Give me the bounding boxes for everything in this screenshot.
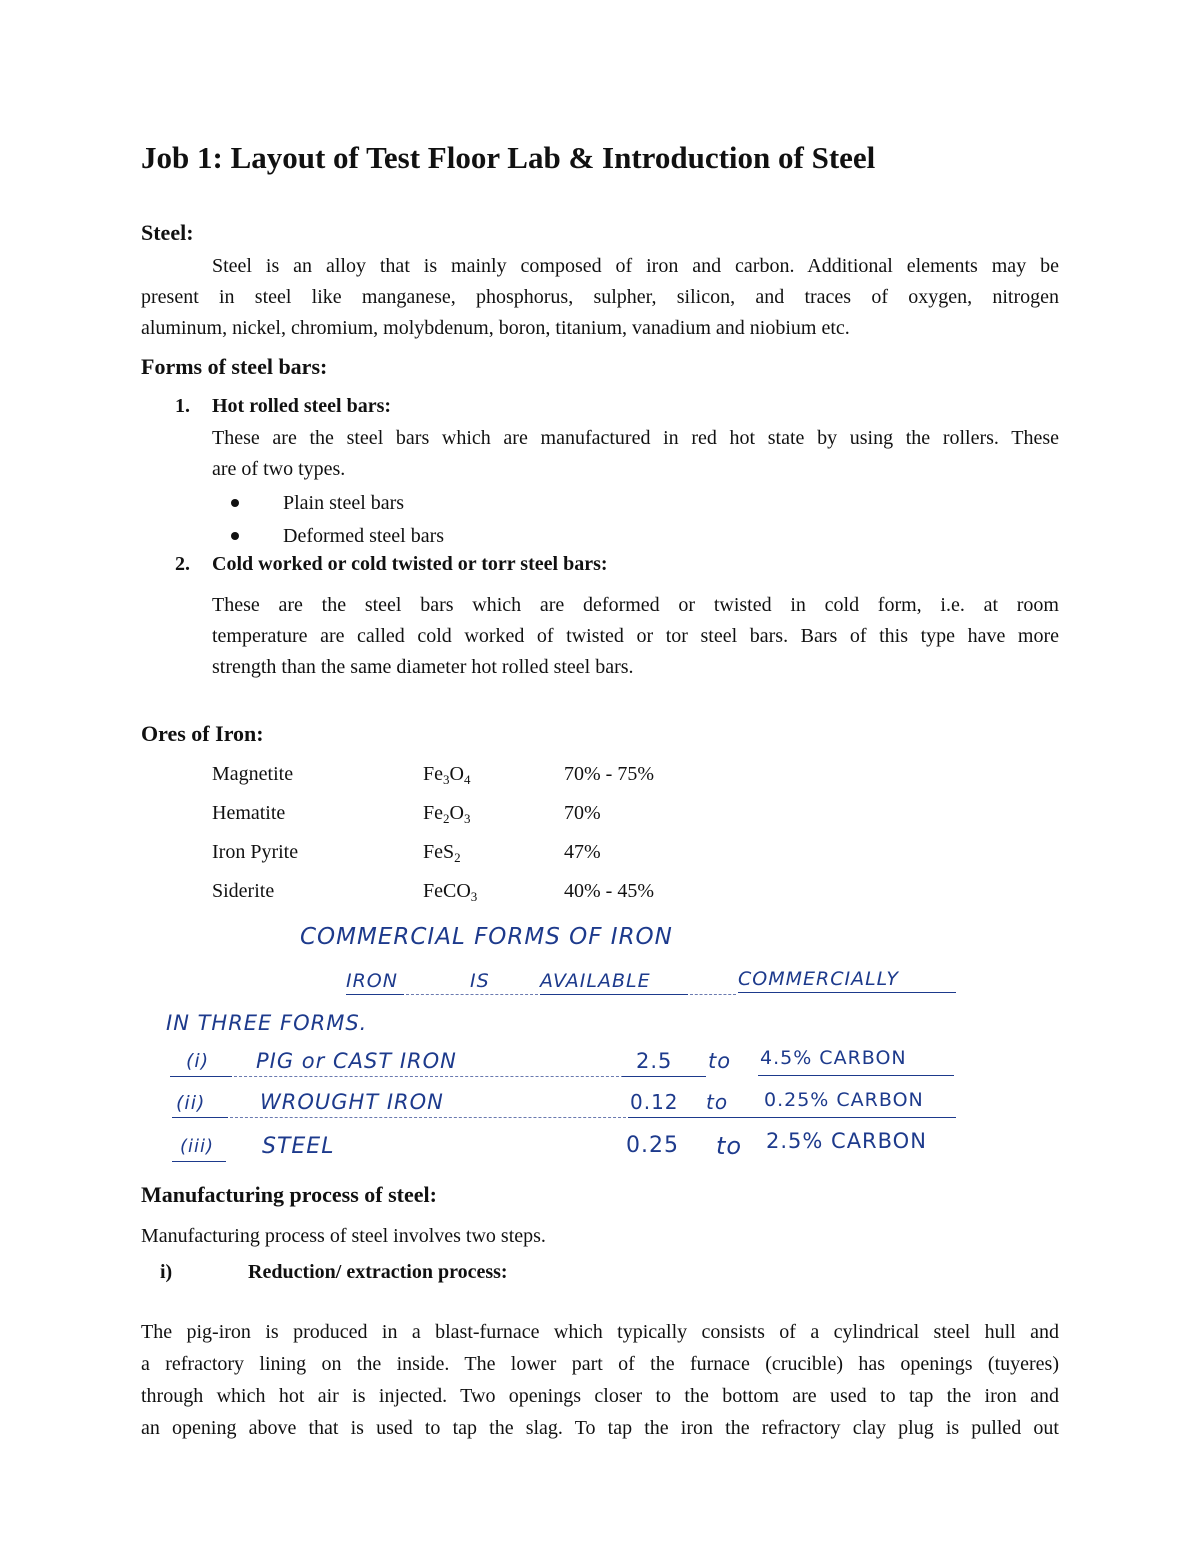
handwritten-word: COMMERCIALLY — [738, 968, 900, 990]
steel-paragraph — [141, 251, 1059, 344]
ore-name: Magnetite — [212, 763, 294, 785]
handwritten-to: 0.25% CARBON — [764, 1089, 924, 1111]
handwritten-underline — [170, 1076, 232, 1077]
handwritten-to: 2.5% CARBON — [766, 1129, 927, 1153]
manufacturing-intro: Manufacturing process of steel involves two steps. — [141, 1225, 546, 1247]
step-number: i) — [160, 1261, 173, 1283]
paragraph-line: a refractory lining on the inside. The lower part of the furnace (crucible) has openings (tuyeres) — [141, 1353, 1059, 1375]
handwritten-underline — [738, 992, 956, 993]
forms-heading: Forms of steel bars: — [141, 354, 328, 379]
ore-formula: $Fe_2O_3$ — [423, 802, 471, 826]
handwritten-word: IS — [470, 970, 490, 992]
handwritten-to-word: to — [706, 1090, 729, 1114]
paragraph-line: temperature are called cold worked of twisted or tor steel bars. Bars of this type have more — [212, 625, 1059, 647]
handwritten-word: AVAILABLE — [540, 970, 651, 992]
ore-name: Siderite — [212, 880, 275, 902]
paragraph-line: strength than the same diameter hot rolled steel bars. — [212, 656, 634, 678]
handwritten-underline — [172, 1117, 228, 1118]
paragraph-line: are of two types. — [212, 458, 346, 480]
ore-formula: FeS$_2$ — [423, 841, 461, 865]
page-title: Job 1: Layout of Test Floor Lab & Introduction of Steel — [141, 140, 876, 175]
ore-percent: 70% — [564, 802, 601, 824]
handwritten-dash — [406, 994, 538, 995]
handwritten-underline — [758, 1075, 954, 1076]
handwritten-to: 4.5% CARBON — [760, 1047, 907, 1069]
bullet-deformed: Deformed steel bars — [283, 525, 445, 547]
ore-formula: $Fe_3O_4$ — [423, 763, 471, 787]
handwritten-to-word: to — [708, 1049, 732, 1073]
ore-percent: 47% — [564, 841, 601, 863]
handwritten-dash — [690, 994, 736, 995]
bullet-icon — [231, 532, 239, 540]
cold-worked-paragraph — [212, 590, 1059, 683]
paragraph-line: through which hot air is injected. Two openings closer to the bottom are used to tap the iron and — [141, 1385, 1059, 1407]
paragraph-line: These are the steel bars which are deformed or twisted in cold form, i.e. at room — [212, 594, 1059, 616]
handwritten-num: (ii) — [176, 1092, 206, 1114]
paragraph-line: aluminum, nickel, chromium, molybdenum, boron, titanium, vanadium and niobium etc. — [141, 317, 850, 339]
bullet-icon — [231, 499, 239, 507]
list-number: 1. — [175, 395, 190, 417]
step-title: Reduction/ extraction process: — [248, 1261, 508, 1283]
handwritten-heading: COMMERCIAL FORMS OF IRON — [300, 924, 673, 950]
ore-formula: FeCO$_3$ — [423, 880, 478, 904]
ore-name: Hematite — [212, 802, 286, 824]
handwritten-name: STEEL — [262, 1134, 335, 1159]
handwritten-name: WROUGHT IRON — [260, 1090, 444, 1114]
ores-heading: Ores of Iron: — [141, 721, 264, 746]
paragraph-line: The pig-iron is produced in a blast-furnace which typically consists of a cylindrical steel hull and — [141, 1321, 1059, 1343]
list-number: 2. — [175, 553, 190, 575]
handwritten-underline — [622, 1076, 706, 1077]
handwritten-dash — [234, 1076, 624, 1077]
manufacturing-heading: Manufacturing process of steel: — [141, 1182, 437, 1207]
handwritten-word: IRON — [346, 970, 398, 992]
handwritten-from: 2.5 — [636, 1049, 673, 1073]
paragraph-line: an opening above that is used to tap the slag. To tap the iron the refractory clay plug is pulled out — [141, 1417, 1059, 1439]
handwritten-name: PIG or CAST IRON — [256, 1049, 457, 1073]
handwritten-underline — [346, 994, 404, 995]
hot-rolled-paragraph — [212, 423, 1059, 485]
paragraph-line: These are the steel bars which are manufactured in red hot state by using the rollers. These — [212, 427, 1059, 449]
handwritten-dash — [230, 1117, 626, 1118]
handwritten-underline — [540, 994, 688, 995]
ore-name: Iron Pyrite — [212, 841, 299, 863]
paragraph-line: Steel is an alloy that is mainly composed of iron and carbon. Additional elements may be — [212, 255, 1059, 277]
handwritten-num: (i) — [186, 1050, 210, 1072]
bullet-plain: Plain steel bars — [283, 492, 405, 514]
hot-rolled-title: Hot rolled steel bars: — [212, 395, 392, 417]
handwritten-num: (iii) — [180, 1136, 215, 1157]
ore-percent: 70% - 75% — [564, 763, 654, 785]
manufacturing-paragraph — [141, 1316, 1059, 1444]
paragraph-line: present in steel like manganese, phosphorus, sulpher, silicon, and traces of oxygen, nitrogen — [141, 286, 1059, 308]
handwritten-from: 0.25 — [626, 1133, 679, 1158]
handwritten-to-word: to — [716, 1132, 743, 1160]
steel-heading: Steel: — [141, 220, 194, 245]
handwritten-line: IN THREE FORMS. — [166, 1011, 368, 1035]
ore-percent: 40% - 45% — [564, 880, 654, 902]
handwritten-underline — [172, 1161, 226, 1162]
handwritten-from: 0.12 — [630, 1090, 679, 1114]
cold-worked-title: Cold worked or cold twisted or torr steel bars: — [212, 553, 608, 575]
handwritten-underline — [628, 1117, 956, 1118]
